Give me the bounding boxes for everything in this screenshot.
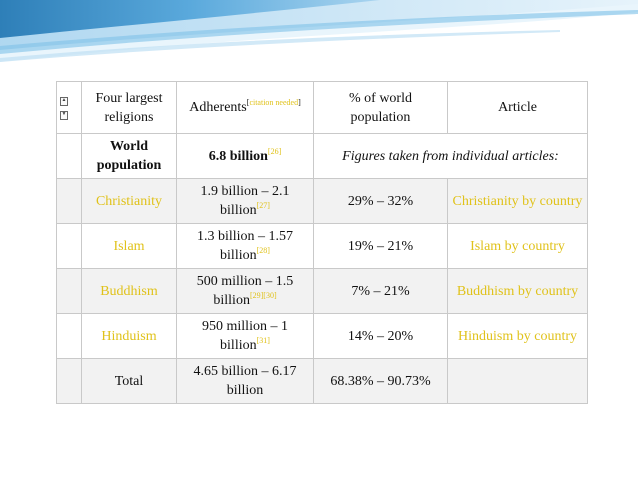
adherents-cell bbox=[177, 179, 314, 224]
adherents-cell bbox=[177, 269, 314, 314]
citation-needed-link[interactable]: citation needed bbox=[249, 98, 299, 107]
total-article bbox=[448, 359, 588, 404]
table-row bbox=[57, 314, 588, 359]
percent-cell: 29% – 32% bbox=[314, 179, 448, 224]
world-population-row bbox=[57, 134, 588, 179]
world-population-value: 6.8 billion bbox=[208, 148, 268, 164]
sort-icon[interactable]: ▲ bbox=[60, 97, 68, 106]
header-adherents bbox=[177, 82, 314, 134]
article-link[interactable]: Christianity by country bbox=[448, 179, 588, 224]
religion-link[interactable]: Buddhism bbox=[82, 269, 177, 314]
header-swoosh-decoration bbox=[0, 0, 638, 90]
religion-link[interactable]: Islam bbox=[82, 224, 177, 269]
total-percent: 68.38% – 90.73% bbox=[314, 359, 448, 404]
adherents-line2: billion bbox=[220, 203, 257, 218]
adherents-ref[interactable]: [29][30] bbox=[249, 291, 277, 300]
adherents-line2: billion bbox=[220, 338, 257, 353]
header-adherents-text: Adherents bbox=[189, 100, 247, 115]
adherents-line1: 950 million – 1 bbox=[202, 319, 288, 334]
adherents-line2: billion bbox=[220, 248, 257, 263]
adherents-ref[interactable]: [28] bbox=[256, 246, 270, 255]
adherents-line1: 500 million – 1.5 bbox=[196, 274, 294, 289]
adherents-ref[interactable]: [27] bbox=[256, 201, 270, 210]
article-link[interactable]: Hinduism by country bbox=[448, 314, 588, 359]
religions-table-container bbox=[56, 81, 587, 396]
article-link[interactable]: Buddhism by country bbox=[448, 269, 588, 314]
header-religions: Four largest religions bbox=[82, 82, 177, 134]
header-percent: % of world population bbox=[314, 82, 448, 134]
percent-cell: 19% – 21% bbox=[314, 224, 448, 269]
adherents-cell bbox=[177, 224, 314, 269]
table-row bbox=[57, 179, 588, 224]
header-article: Article bbox=[448, 82, 588, 134]
total-adherents: 4.65 billion – 6.17 billion bbox=[177, 359, 314, 404]
adherents-ref[interactable]: [31] bbox=[256, 336, 270, 345]
religion-link[interactable]: Christianity bbox=[82, 179, 177, 224]
icon-cell bbox=[57, 82, 82, 134]
total-label: Total bbox=[82, 359, 177, 404]
citation-close: ] bbox=[298, 98, 301, 107]
citation-open: [ bbox=[246, 98, 250, 107]
adherents-cell bbox=[177, 314, 314, 359]
world-population-label: World population bbox=[82, 134, 177, 179]
article-link[interactable]: Islam by country bbox=[448, 224, 588, 269]
world-population-ref[interactable]: [26] bbox=[267, 146, 282, 156]
world-population-value-cell bbox=[177, 134, 314, 179]
percent-cell: 14% – 20% bbox=[314, 314, 448, 359]
table-row bbox=[57, 269, 588, 314]
world-population-note: Figures taken from individual articles: bbox=[314, 134, 588, 179]
collapse-icon[interactable]: ▼ bbox=[60, 111, 68, 120]
religion-link[interactable]: Hinduism bbox=[82, 314, 177, 359]
table-row bbox=[57, 224, 588, 269]
adherents-line1: 1.3 billion – 1.57 bbox=[196, 229, 294, 244]
adherents-line2: billion bbox=[213, 293, 250, 308]
percent-cell: 7% – 21% bbox=[314, 269, 448, 314]
adherents-line1: 1.9 billion – 2.1 bbox=[200, 184, 290, 199]
header-row bbox=[57, 82, 588, 134]
religions-table bbox=[56, 81, 588, 404]
total-row bbox=[57, 359, 588, 404]
